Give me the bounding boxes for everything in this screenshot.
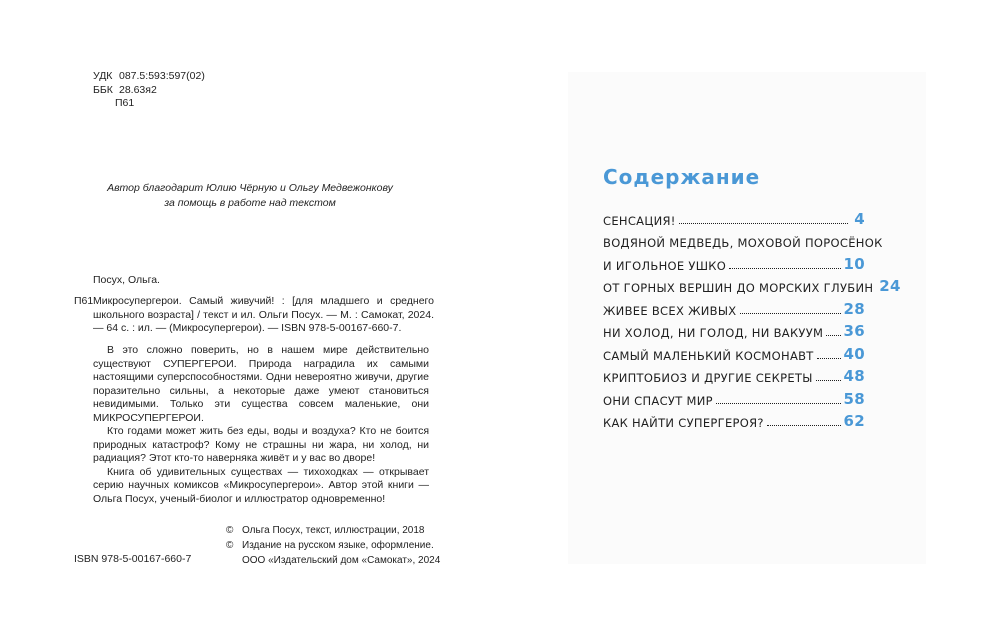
toc-page-number: 24 [879, 277, 901, 295]
toc-item-title: КРИПТОБИОЗ И ДРУГИЕ СЕКРЕТЫ [603, 371, 813, 385]
toc-item[interactable] [603, 408, 865, 431]
toc-item[interactable] [603, 340, 865, 363]
toc-title: Содержание [603, 165, 761, 189]
toc-item-title-line-1: ВОДЯНОЙ МЕДВЕДЬ, МОХОВОЙ ПОРОСЁНОК [603, 236, 883, 250]
toc-leader-dots [817, 358, 841, 359]
toc-leader-dots [767, 425, 841, 426]
toc-page-number: 40 [843, 344, 865, 363]
bbk-row [93, 84, 205, 98]
bbk-code: 28.63я2 [119, 83, 157, 96]
udk-row [93, 70, 205, 84]
toc-item[interactable] [603, 273, 901, 296]
copyright-line [226, 553, 440, 568]
copyright-line-3: ООО «Издательский дом «Самокат», 2024 [242, 555, 441, 566]
copyright-block [226, 523, 440, 568]
bbk-label: ББК [93, 83, 113, 96]
bib-text: Микросупергерои. Самый живучий! : [для младшего и среднего школьного возраста] / текст и ил. Ольги Посух. — М. : Самокат, 2024. — 64 с. : ил. — (Микросупергерои). — ISBN 978-5-00167-660-7. [93, 295, 434, 334]
udk-code: 087.5:593:597(02) [119, 70, 205, 82]
toc-item[interactable] [603, 228, 883, 273]
annotation [93, 344, 429, 506]
acknowledgement [105, 181, 395, 211]
toc-page-number: 36 [843, 322, 865, 340]
toc-item[interactable] [603, 385, 865, 408]
toc-item[interactable] [603, 363, 865, 386]
udk-label: УДК [93, 70, 113, 82]
annotation-paragraph: Книга об удивительных существах — тихоходках — открывает серию научных комиксов «Микросупергерои». Автор этой книги — Ольга Посух, ученый-биолог и иллюстратор одновременно! [93, 465, 429, 505]
toc-page-number: 28 [843, 299, 865, 318]
annotation-paragraph: Кто годами может жить без еды, воды и воздуха? Кто не боится природных катастроф? Кому не страшны ни жара, ни холод, ни радиация? Этот кто-то наверняка живёт и у вас во дворе! [93, 425, 429, 464]
toc-item-title: КАК НАЙТИ СУПЕРГЕРОЯ? [603, 416, 764, 430]
toc-leader-dots [816, 380, 841, 381]
copyright-line [226, 538, 440, 553]
author-mark-row [93, 97, 205, 111]
toc-item-title: ОТ ГОРНЫХ ВЕРШИН ДО МОРСКИХ ГЛУБИН [603, 281, 874, 295]
copyright-line-2: Издание на русском языке, оформление. [242, 540, 434, 551]
toc-item[interactable] [603, 205, 865, 228]
annotation-paragraph: В это сложно поверить, но в нашем мире действительно существуют СУПЕРГЕРОИ. Природа наградила их самыми настоящими суперспособностями. Одни невероятно живучи, другие поразительно сильны, а некоторые даже умеют становиться невидимыми. Только эти существа совсем маленькие, они МИКРОСУПЕРГЕРОИ. [93, 344, 429, 424]
toc-page-number: 48 [843, 367, 865, 385]
copyright-line-1: Ольга Посух, текст, иллюстрации, 2018 [242, 525, 425, 536]
isbn: ISBN 978-5-00167-660-7 [74, 553, 192, 565]
toc-leader-dots [729, 268, 840, 269]
toc-item[interactable] [603, 318, 865, 341]
copyright-symbol: © [226, 540, 234, 551]
toc-item-title: ОНИ СПАСУТ МИР [603, 393, 713, 408]
toc-leader-dots [740, 313, 841, 314]
toc-leader-dots [716, 403, 841, 404]
toc-leader-dots [679, 223, 848, 224]
toc-page-number: 58 [843, 389, 865, 408]
toc-item-title: И ИГОЛЬНОЕ УШКО [603, 258, 727, 273]
toc-item-title: НИ ХОЛОД, НИ ГОЛОД, НИ ВАКУУМ [603, 326, 824, 340]
bibliographic-entry [74, 295, 434, 336]
author-mark: П61 [115, 97, 135, 109]
toc-page-number: 10 [843, 254, 865, 273]
copyright-line [226, 523, 440, 538]
author-name: Посух, Ольга. [93, 274, 160, 286]
copyright-symbol: © [226, 525, 234, 536]
toc-page-number: 4 [854, 209, 865, 228]
thanks-line-2: за помощь в работе над текстом [164, 197, 336, 209]
toc-item[interactable] [603, 295, 865, 318]
toc-item-title: ЖИВЕЕ ВСЕХ ЖИВЫХ [603, 303, 737, 318]
toc-item-title: СЕНСАЦИЯ! [603, 213, 676, 228]
bib-code: П61 [74, 295, 94, 307]
table-of-contents [603, 205, 901, 430]
toc-leader-dots [826, 335, 840, 336]
toc-page-number: 62 [843, 412, 865, 430]
catalog-codes [93, 70, 205, 111]
thanks-line-1: Автор благодарит Юлию Чёрную и Ольгу Медвежонкову [107, 182, 393, 194]
toc-item-title: САМЫЙ МАЛЕНЬКИЙ КОСМОНАВТ [603, 348, 814, 363]
